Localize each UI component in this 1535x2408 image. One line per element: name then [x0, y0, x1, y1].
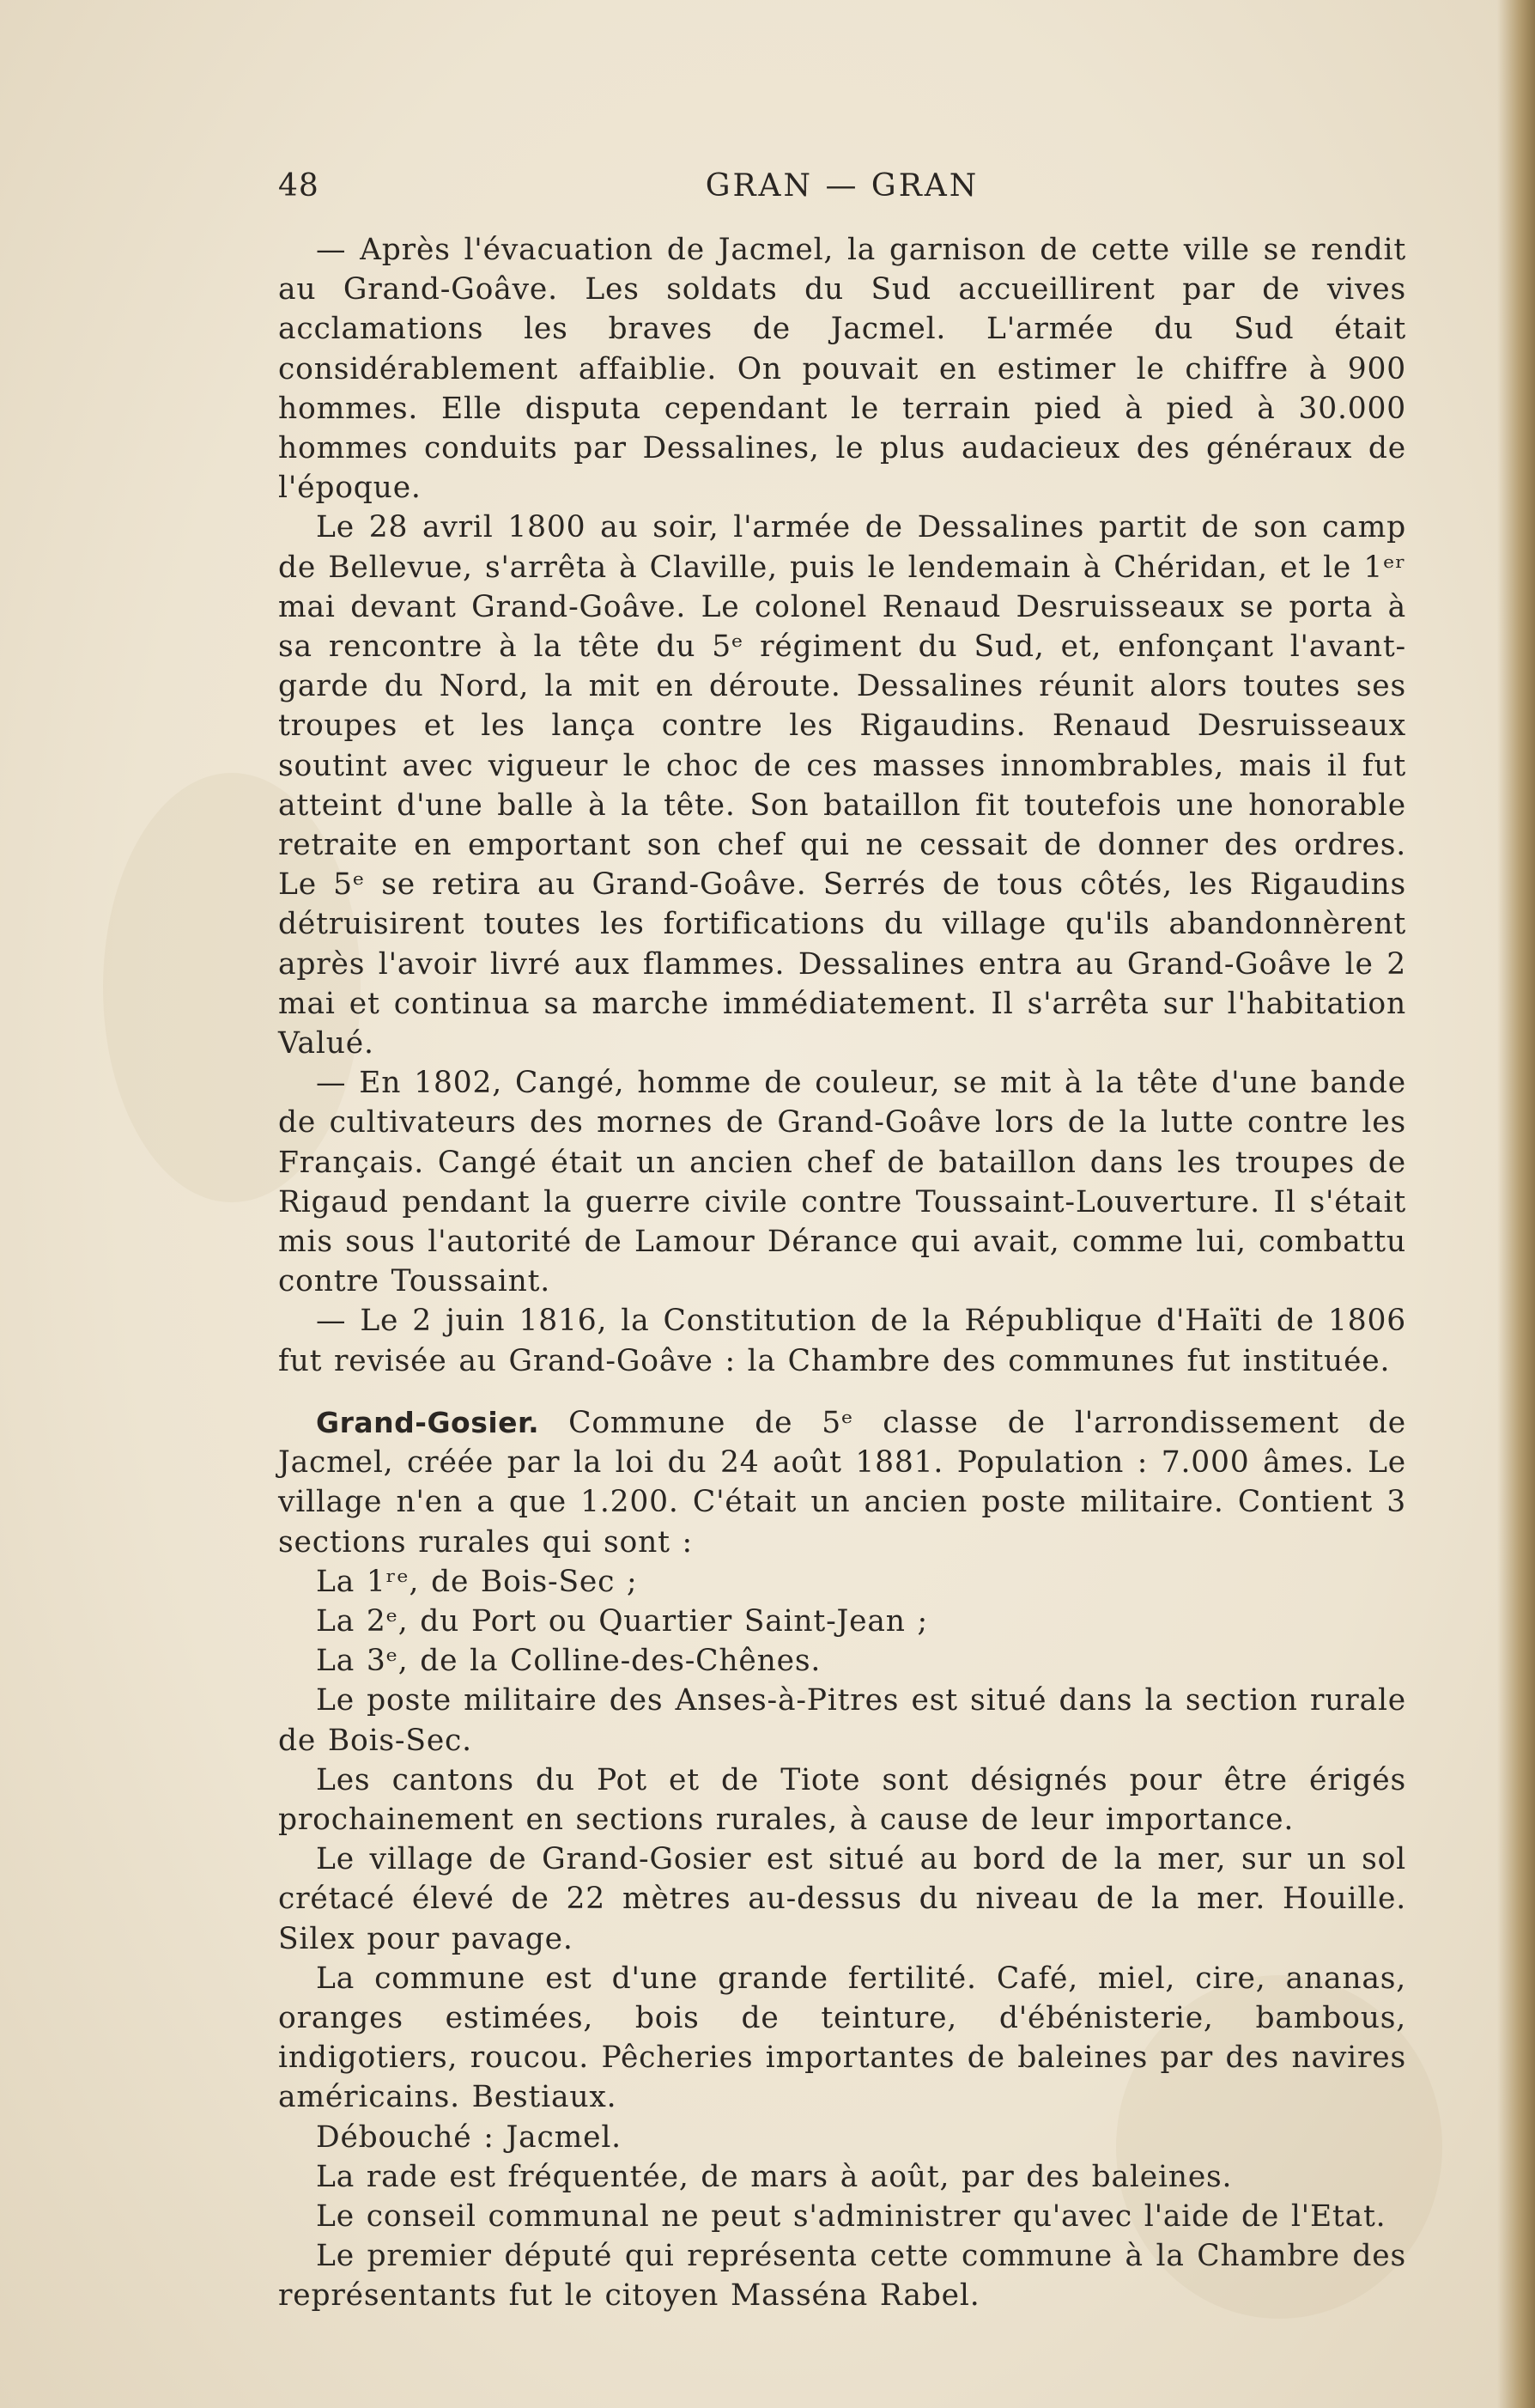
- entry-intro: Commune de 5ᵉ classe de l'arrondissement de Jacmel, créée par la loi du 24 août 1881. Population : 7.000 âmes. Le village n'en a que 1.200. C'était un ancien poste militaire. Contient 3 sections rurales qui sont :: [278, 1405, 1406, 1560]
- paragraph: Le premier député qui représenta cette commune à la Chambre des représentants fut le citoyen Masséna Rabel.: [278, 2239, 1406, 2314]
- paragraph: Les cantons du Pot et de Tiote sont désignés pour être érigés prochainement en sections rurales, à cause de leur importance.: [278, 1762, 1406, 1837]
- body-text: [278, 230, 1406, 2316]
- paragraph: — Après l'évacuation de Jacmel, la garnison de cette ville se rendit au Grand-Goâve. Les soldats du Sud accueillirent par de vives acclamations les braves de Jacmel. L'armée du Sud était considérablement affaiblie. On pouvait en estimer le chiffre à 900 hommes. Elle disputa cependant le terrain pied à pied à 30.000 hommes conduits par Dessalines, le plus audacieux des généraux de l'époque.: [278, 233, 1406, 506]
- paragraph: Le village de Grand-Gosier est situé au bord de la mer, sur un sol crétacé élevé de 22 mètres au-dessus du niveau de la mer. Houille. Silex pour pavage.: [278, 1842, 1406, 1956]
- paragraph: — En 1802, Cangé, homme de couleur, se mit à la tête d'une bande de cultivateurs des mornes de Grand-Goâve lors de la lutte contre les Français. Cangé était un ancien chef de bataillon dans les troupes de Rigaud pendant la guerre civile contre Toussaint-Louverture. Il s'était mis sous l'autorité de Lamour Dérance qui avait, comme lui, combattu contre Toussaint.: [278, 1066, 1406, 1299]
- section-item: La 2ᵉ, du Port ou Quartier Saint-Jean ;: [316, 1603, 928, 1639]
- running-head: GRAN — GRAN: [705, 168, 980, 204]
- paragraph: Le poste militaire des Anses-à-Pitres est situé dans la section rurale de Bois-Sec.: [278, 1683, 1406, 1758]
- paragraph: Le conseil communal ne peut s'administrer qu'avec l'aide de l'Etat.: [316, 2198, 1386, 2234]
- paragraph: Le 28 avril 1800 au soir, l'armée de Dessalines partit de son camp de Bellevue, s'arrêta à Claville, puis le lendemain à Chéridan, et le 1ᵉʳ mai devant Grand-Goâve. Le colonel Renaud Desruisseaux se porta à sa rencontre à la tête du 5ᵉ régiment du Sud, et, enfonçant l'avant-garde du Nord, la mit en déroute. Dessalines réunit alors toutes ses troupes et les lança contre les Rigaudins. Renaud Desruisseaux soutint avec vigueur le choc de ces masses innombrables, mais il fut atteint d'une balle à la tête. Son bataillon fit toutefois une honorable retraite en emportant son chef qui ne cessait de donner des ordres. Le 5ᵉ se retira au Grand-Goâve. Serrés de tous côtés, les Rigaudins détruisirent toutes les fortifications du village qu'ils abandonnèrent après l'avoir livré aux flammes. Dessalines entra au Grand-Goâve le 2 mai et continua sa marche immédiatement. Il s'arrêta sur l'habitation Valué.: [278, 510, 1406, 1061]
- page-edge-shadow: [1497, 0, 1535, 2408]
- section-item: La 1ʳᵉ, de Bois-Sec ;: [316, 1564, 638, 1599]
- dictionary-entry: [278, 1403, 1406, 1562]
- entry-title: Grand-Gosier.: [316, 1405, 540, 1439]
- page-number: 48: [278, 168, 319, 204]
- paragraph: La commune est d'une grande fertilité. Café, miel, cire, ananas, oranges estimées, bois de teinture, d'ébénisterie, bambous, indigotiers, roucou. Pêcheries importantes de baleines par des navires américains. Bestiaux.: [278, 1961, 1406, 2115]
- paragraph: Débouché : Jacmel.: [316, 2119, 622, 2155]
- paragraph: La rade est fréquentée, de mars à août, par des baleines.: [316, 2159, 1233, 2194]
- paragraph: — Le 2 juin 1816, la Constitution de la République d'Haïti de 1806 fut revisée au Grand-Goâve : la Chambre des communes fut instituée.: [278, 1304, 1406, 1378]
- section-item: La 3ᵉ, de la Colline-des-Chênes.: [316, 1644, 822, 1679]
- page-header: [278, 168, 1406, 220]
